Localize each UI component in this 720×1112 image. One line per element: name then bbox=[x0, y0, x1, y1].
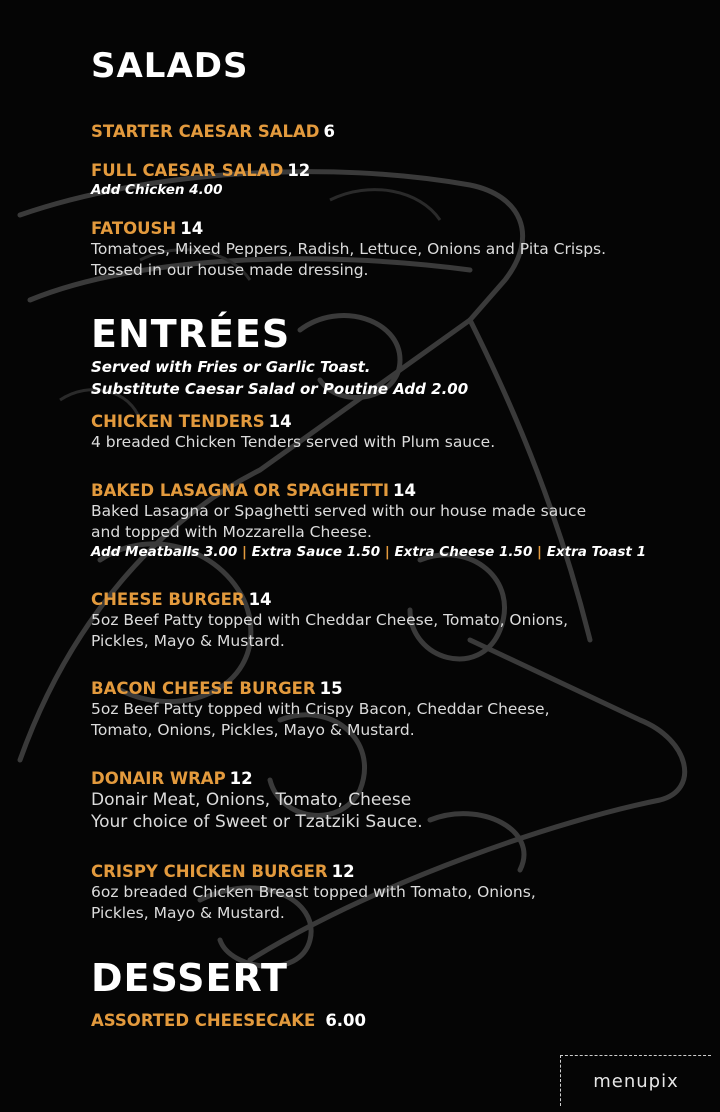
menu-item-crispy-chicken-burger bbox=[91, 862, 691, 924]
menu-item-baked-lasagna bbox=[91, 481, 691, 561]
item-name: FATOUSH bbox=[91, 219, 177, 238]
item-note: Add Chicken 4.00 bbox=[91, 182, 223, 198]
item-name: DONAIR WRAP bbox=[91, 769, 226, 788]
salads-title: SALADS bbox=[91, 46, 249, 86]
item-desc: and topped with Mozzarella Cheese. bbox=[91, 523, 372, 541]
item-desc: Tomatoes, Mixed Peppers, Radish, Lettuce, Onions and Pita Crisps. bbox=[91, 240, 607, 258]
menu-item-cheese-burger bbox=[91, 590, 691, 652]
item-desc: Baked Lasagna or Spaghetti served with our house made sauce bbox=[91, 502, 587, 520]
item-desc: Your choice of Sweet or Tzatziki Sauce. bbox=[91, 812, 423, 832]
item-name: BAKED LASAGNA OR SPAGHETTI bbox=[91, 481, 390, 500]
item-name: CHICKEN TENDERS bbox=[91, 412, 265, 431]
item-price: 12 bbox=[331, 862, 355, 881]
item-extras bbox=[91, 543, 691, 561]
menu-item-bacon-cheese-burger bbox=[91, 679, 691, 741]
item-price: 6.00 bbox=[325, 1011, 367, 1030]
menupix-watermark: menupix bbox=[560, 1055, 711, 1106]
extra-option: Add Meatballs 3.00 bbox=[91, 544, 238, 560]
item-desc: Tomato, Onions, Pickles, Mayo & Mustard. bbox=[91, 721, 415, 739]
item-price: 14 bbox=[393, 481, 416, 500]
item-name: BACON CHEESE BURGER bbox=[91, 679, 316, 698]
item-desc: Donair Meat, Onions, Tomato, Cheese bbox=[91, 790, 412, 810]
menu-item-chicken-tenders bbox=[91, 412, 691, 453]
entrees-notes bbox=[91, 356, 691, 400]
menu-item-assorted-cheesecake bbox=[91, 1011, 691, 1031]
menu-item-donair-wrap bbox=[91, 769, 691, 833]
item-price: 12 bbox=[287, 161, 311, 180]
menu-item-fatoush bbox=[91, 219, 691, 281]
item-desc: Tossed in our house made dressing. bbox=[91, 261, 369, 279]
item-desc: Pickles, Mayo & Mustard. bbox=[91, 904, 285, 922]
item-desc: 4 breaded Chicken Tenders served with Plum sauce. bbox=[91, 433, 496, 451]
item-name: ASSORTED CHEESECAKE bbox=[91, 1011, 316, 1030]
entrees-note: Substitute Caesar Salad or Poutine Add 2.00 bbox=[91, 380, 469, 398]
item-name: STARTER CAESAR SALAD bbox=[91, 122, 320, 141]
item-price: 15 bbox=[319, 679, 343, 698]
item-desc: 5oz Beef Patty topped with Cheddar Cheese, Tomato, Onions, bbox=[91, 611, 569, 629]
separator: | bbox=[384, 544, 395, 560]
item-desc: 5oz Beef Patty topped with Crispy Bacon, Cheddar Cheese, bbox=[91, 700, 550, 718]
item-price: 12 bbox=[229, 769, 253, 788]
item-desc: 6oz breaded Chicken Breast topped with Tomato, Onions, bbox=[91, 883, 536, 901]
item-desc: Pickles, Mayo & Mustard. bbox=[91, 632, 285, 650]
menu-item-full-caesar-salad bbox=[91, 161, 691, 199]
item-name: FULL CAESAR SALAD bbox=[91, 161, 284, 180]
item-price: 14 bbox=[248, 590, 272, 609]
item-price: 6 bbox=[323, 122, 335, 141]
separator: | bbox=[242, 544, 252, 560]
dessert-title: DESSERT bbox=[91, 956, 288, 1000]
extra-option: Extra Toast 1 bbox=[546, 544, 646, 560]
item-name: CHEESE BURGER bbox=[91, 590, 245, 609]
separator: | bbox=[537, 544, 547, 560]
item-price: 14 bbox=[180, 219, 204, 238]
extra-option: Extra Cheese 1.50 bbox=[394, 544, 533, 560]
entrees-title: ENTRÉES bbox=[91, 312, 291, 356]
entrees-note: Served with Fries or Garlic Toast. bbox=[91, 358, 371, 376]
item-price: 14 bbox=[268, 412, 292, 431]
extra-option: Extra Sauce 1.50 bbox=[251, 544, 381, 560]
item-name: CRISPY CHICKEN BURGER bbox=[91, 862, 328, 881]
menu-item-starter-caesar-salad bbox=[91, 122, 691, 142]
